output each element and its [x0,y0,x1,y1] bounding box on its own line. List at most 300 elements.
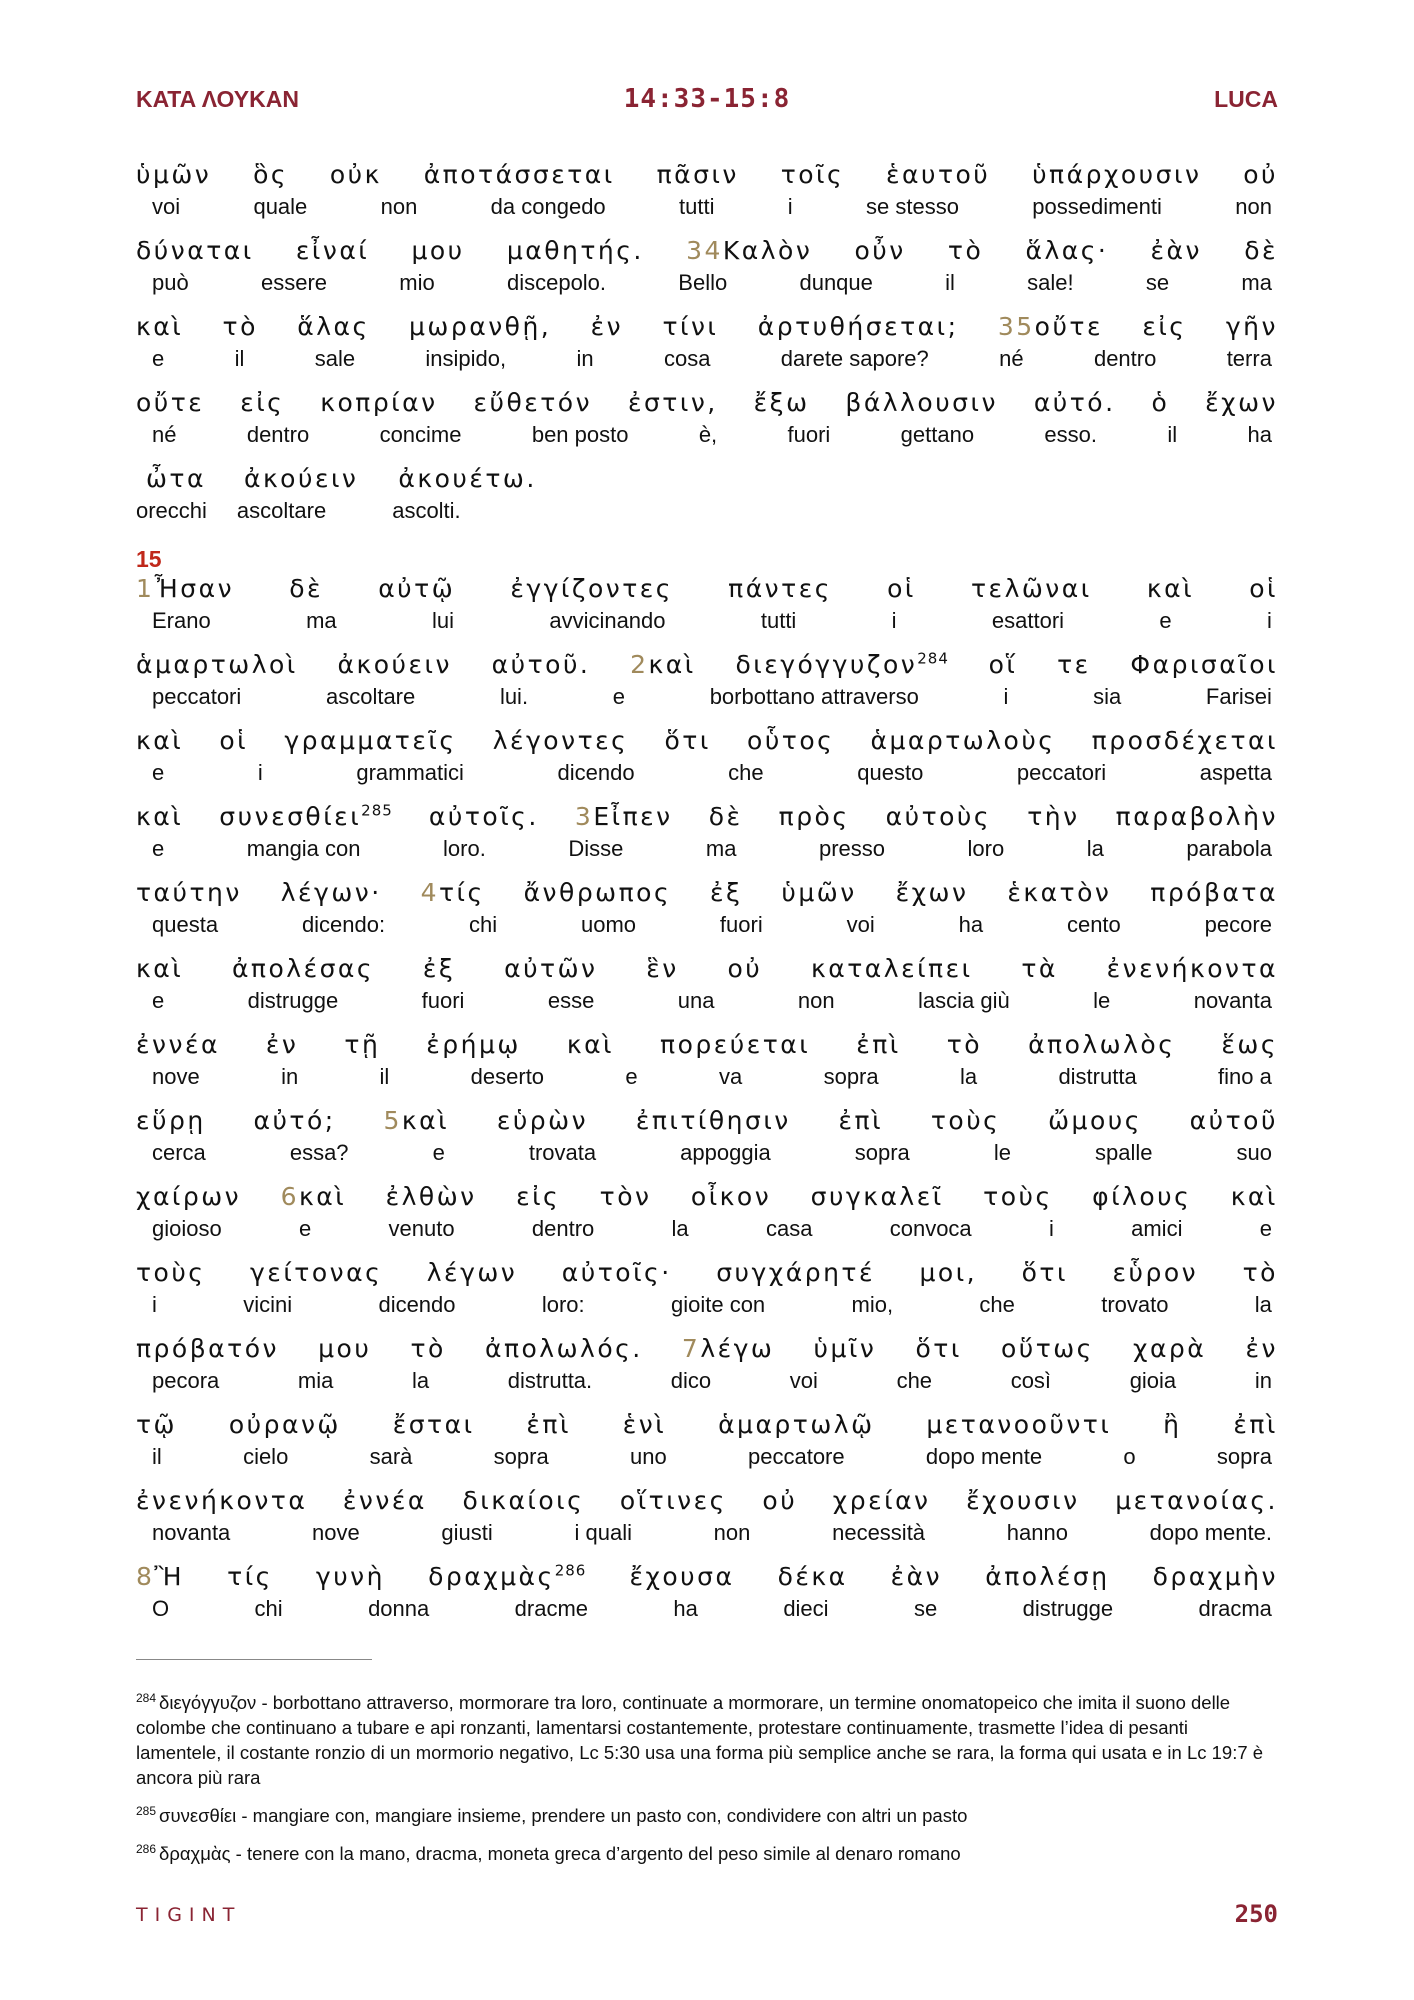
footnote-number: 284 [136,1690,157,1705]
italian-gloss: ha [958,912,984,937]
greek-token: προσδέχεται [1091,726,1278,755]
italian-gloss: così [1010,1368,1052,1393]
greek-word [623,1410,666,1444]
greek-token: λέγοντες [492,726,629,755]
interlinear-line [136,464,1278,540]
greek-token: αὐτοῖς. [428,802,539,831]
italian-gloss: se [1145,270,1170,295]
greek-row [136,1106,1278,1140]
interlinear-line [136,726,1278,802]
italian-gloss: uno [630,1444,667,1469]
greek-word [1243,1258,1278,1292]
greek-token: ἐνενήκοντα [1106,954,1278,983]
footnotes [136,1690,1278,1879]
greek-word [427,1258,518,1292]
greek-word [931,1106,1001,1140]
greek-token: τοῖς [780,160,845,189]
greek-token: Ἦσαν [154,574,235,603]
greek-word [136,954,183,988]
greek-token: δὲ [289,574,324,603]
greek-token: ἐλθὼν [385,1182,477,1211]
italian-gloss: concime [379,422,462,447]
italian-gloss: o [1123,1444,1136,1469]
footnote-number: 285 [136,1803,157,1818]
greek-word [629,1562,734,1596]
italian-gloss: pecora [152,1368,220,1393]
greek-token: οἱ [219,726,249,755]
footnote [136,1690,1278,1790]
italian-gloss: in [281,1064,299,1089]
greek-word [504,954,597,988]
greek-word [657,160,739,194]
greek-word [1025,236,1108,270]
greek-token: χαρὰ [1133,1334,1207,1363]
italian-row [136,1596,1278,1624]
italian-gloss: darete sapore? [780,346,929,371]
greek-token: τίς [227,1562,273,1591]
greek-token: οὔτε [136,388,205,417]
chapter-number: 15 [136,546,162,572]
greek-word [1244,236,1278,270]
greek-word [410,1334,445,1368]
interlinear-line [136,878,1278,954]
greek-token: καὶ [136,726,184,755]
italian-gloss: orecchi [136,498,207,523]
greek-word [297,312,369,346]
greek-token: διεγόγγυζον [735,650,918,679]
greek-token: ἔσται [392,1410,475,1439]
italian-gloss: essa? [289,1140,349,1165]
greek-word [1022,1258,1068,1292]
italian-row [136,1140,1278,1168]
greek-word [886,160,990,194]
greek-token: αὐτοῦ [1189,1106,1278,1135]
italian-row [136,760,1278,788]
greek-word [1116,802,1278,836]
greek-token: τὸ [410,1334,446,1363]
italian-gloss: non [797,988,835,1013]
greek-word [462,1486,584,1520]
greek-word [1205,388,1278,422]
greek-word [600,1182,652,1216]
italian-gloss: giusti [441,1520,493,1545]
greek-word [424,160,615,194]
italian-gloss: dico [670,1368,712,1393]
italian-gloss: lui. [499,684,529,709]
interlinear-line [136,1258,1278,1334]
italian-gloss: è, [698,422,718,447]
interlinear-line [136,650,1278,726]
greek-token: μωρανθῇ, [409,312,552,341]
greek-word [567,1030,614,1064]
greek-word [136,1410,177,1444]
greek-word [1233,1410,1278,1444]
greek-word [423,954,455,988]
greek-token: συνεσθίει [219,802,362,831]
greek-token: ἐπὶ [526,1410,571,1439]
greek-token: εἰς [240,388,285,417]
greek-word [1226,312,1278,346]
greek-token: ὃς [253,160,289,189]
greek-token: χρείαν [832,1486,931,1515]
interlinear-line [136,802,1278,878]
page-header [136,84,1278,124]
greek-token: λέγω [700,1334,775,1363]
greek-word [378,574,455,608]
greek-token: ἐπὶ [856,1030,901,1059]
interlinear-line [136,1106,1278,1182]
greek-word [136,1562,184,1596]
greek-token: ὤμους [1048,1106,1142,1135]
greek-token: καὶ [401,1106,450,1135]
greek-word [728,954,763,988]
greek-token: δραχμὴν [1152,1562,1278,1591]
interlinear-line [136,1030,1278,1106]
greek-token: τοὺς [136,1258,206,1287]
greek-token: τῇ [344,1030,381,1059]
italian-gloss: ascoltare [325,684,416,709]
greek-word [856,1030,901,1064]
italian-gloss: avvicinando [549,608,666,633]
italian-gloss: donna [368,1596,430,1621]
greek-word [1249,574,1278,608]
greek-token: τὴν [1027,802,1080,831]
greek-token: οἶκον [690,1182,772,1211]
italian-gloss: i [787,194,793,219]
italian-gloss: voi [152,194,181,219]
italian-gloss: dieci [783,1596,829,1621]
greek-token: μοι, [919,1258,978,1287]
verse-number: 35 [997,312,1035,341]
italian-gloss: va [718,1064,743,1089]
greek-word [386,1182,477,1216]
italian-gloss: sopra [493,1444,549,1469]
greek-row [136,1334,1278,1368]
greek-word [136,802,183,836]
greek-token: κοπρίαν [320,388,438,417]
greek-token: ἔχουσα [629,1562,735,1591]
greek-word [289,574,323,608]
greek-token: εἶναί [295,236,370,265]
greek-word [920,1258,978,1292]
greek-token: μετανοοῦντι [926,1410,1112,1439]
greek-token: ἀκουέτω. [398,464,537,493]
greek-word [575,802,673,836]
greek-token: ἐξ [710,878,743,907]
italian-row [136,988,1278,1016]
greek-token: ἢ [1163,1410,1182,1439]
greek-token: εὗρον [1112,1258,1199,1287]
italian-gloss: dracme [514,1596,589,1621]
greek-token: Φαρισαῖοι [1130,650,1278,679]
italian-gloss: in [1254,1368,1272,1393]
greek-token: ἀρτυθήσεται; [757,312,959,341]
greek-word [728,574,832,608]
greek-token: ἄνθρωπος [523,878,672,907]
greek-word [473,388,592,422]
italian-gloss: dicendo: [301,912,386,937]
greek-token: δὲ [708,802,743,831]
italian-gloss: ascolti. [392,498,461,523]
greek-word [709,802,743,836]
italian-gloss: Disse [568,836,624,861]
greek-word [1150,878,1278,912]
greek-token: ἐὰν [1150,236,1202,265]
greek-word [636,1106,791,1140]
greek-token: ὑπάρχουσιν [1032,160,1202,189]
italian-gloss: nove [152,1064,200,1089]
greek-word [1245,1334,1277,1368]
footnote-divider [136,1659,372,1660]
greek-token: ἔχων [895,878,969,907]
italian-gloss: gioia [1129,1368,1177,1393]
greek-word [485,1334,643,1368]
greek-word [855,236,906,270]
italian-gloss: amici [1131,1216,1183,1241]
greek-word [318,1334,371,1368]
italian-gloss: hanno [1006,1520,1068,1545]
greek-token: ἔξω [753,388,810,417]
italian-gloss: dunque [799,270,873,295]
italian-gloss: i [891,608,897,633]
greek-word [136,236,254,270]
italian-gloss: una [677,988,715,1013]
greek-word [136,878,242,912]
greek-row [136,574,1278,608]
italian-gloss: fuori [719,912,763,937]
italian-gloss: i [152,1292,157,1317]
greek-word [620,1486,727,1520]
italian-gloss: loro. [443,836,486,861]
italian-gloss: e [625,1064,638,1089]
greek-token: εἰς [516,1182,561,1211]
italian-row [136,684,1278,712]
greek-token: ὅτι [1021,1258,1068,1287]
italian-gloss: chi [469,912,498,937]
greek-word [136,160,211,194]
greek-word [1092,726,1278,760]
italian-gloss: appoggia [680,1140,771,1165]
interlinear-text [136,160,1278,1638]
greek-token: φίλους [1092,1182,1192,1211]
italian-gloss: quale [253,194,308,219]
greek-word [393,1410,475,1444]
greek-word [136,1030,220,1064]
greek-word [758,312,959,346]
greek-token: ἐν [265,1030,299,1059]
footnote [136,1841,1278,1866]
greek-row [136,1182,1278,1216]
greek-token: ὑμῶν [136,160,212,189]
greek-token: τὸ [947,236,984,265]
greek-token: τὸν [599,1182,652,1211]
greek-token: γῆν [1225,312,1278,341]
greek-word [507,236,644,270]
italian-gloss: né [999,346,1024,371]
greek-word [266,1030,298,1064]
italian-gloss: fino a [1218,1064,1272,1089]
greek-token: αὐτοὺς [885,802,992,831]
greek-token: ταύτην [136,878,242,907]
greek-token: τοὺς [983,1182,1053,1211]
greek-word [244,464,358,498]
italian-gloss: i [1003,684,1009,709]
italian-gloss: se [913,1596,938,1621]
interlinear-line [136,312,1278,388]
greek-token: γραμματεῖς [284,726,457,755]
italian-gloss: questo [857,760,924,785]
italian-gloss: Erano [152,608,211,633]
greek-row [136,1258,1278,1292]
greek-token: αὐτό; [253,1106,336,1135]
italian-gloss: distrutta. [507,1368,593,1393]
greek-word [426,1030,521,1064]
greek-token: πορεύεται [660,1030,811,1059]
italian-gloss: sopra [854,1140,910,1165]
greek-token: ἀπολωλός. [484,1334,643,1363]
italian-gloss: Bello [678,270,728,295]
interlinear-line [136,236,1278,312]
italian-gloss: i [257,760,263,785]
italian-gloss: e [152,836,165,861]
greek-token: πάντες [728,574,832,603]
verse-number: 34 [686,236,723,265]
italian-gloss: i quali [574,1520,632,1545]
greek-token: γείτονας [250,1258,383,1287]
italian-gloss: sopra [823,1064,879,1089]
greek-token: τῷ [136,1410,177,1439]
italian-gloss: e [152,988,165,1013]
interlinear-line [136,388,1278,464]
italian-gloss: che [979,1292,1015,1317]
greek-row [136,236,1278,270]
italian-gloss: trovata [528,1140,597,1165]
greek-word [710,878,742,912]
greek-token: δραχμὰς [428,1562,555,1591]
greek-word [947,1030,982,1064]
greek-word [779,802,850,836]
greek-word [136,1106,206,1140]
greek-word [926,1410,1111,1444]
page-footer [136,1900,1278,1934]
italian-gloss: mio, [851,1292,894,1317]
greek-word [1190,1106,1278,1140]
italian-gloss: cento [1066,912,1121,937]
italian-gloss: peccatore [748,1444,845,1469]
italian-gloss: se stesso [866,194,959,219]
verse-number: 2 [630,650,649,679]
greek-row [136,1030,1278,1064]
italian-gloss: ma [1241,270,1272,295]
greek-word [316,1562,385,1596]
italian-gloss: il [1167,422,1178,447]
italian-gloss: il [152,1444,162,1469]
italian-gloss: può [152,270,189,295]
greek-word [223,312,258,346]
italian-row [136,1216,1278,1244]
greek-token: αὐτό. [1033,388,1116,417]
italian-gloss: che [896,1368,933,1393]
italian-gloss: loro [967,836,1005,861]
italian-gloss: il [945,270,955,295]
greek-token: καὶ [648,650,696,679]
italian-gloss: aspetta [1199,760,1272,785]
italian-gloss: i [1048,1216,1054,1241]
greek-token: ἑκατὸν [1007,878,1112,907]
italian-gloss: e [152,760,165,785]
greek-word [762,1486,797,1520]
greek-token: ἀκούειν [243,464,359,493]
greek-token: αὐτῷ [378,574,456,603]
italian-gloss: mia [297,1368,334,1393]
greek-token: εἰς [1142,312,1187,341]
italian-gloss: discepolo. [506,270,607,295]
greek-word [219,802,393,836]
greek-token: δύναται [136,236,254,265]
greek-token: οὖν [854,236,906,265]
italian-gloss: il [379,1064,390,1089]
greek-token: ἁμαρτωλοὺς [870,726,1056,755]
italian-gloss: mio [399,270,435,295]
italian-gloss: lui [431,608,454,633]
greek-word [344,1030,380,1064]
greek-token: ἁμαρτωλοὶ [136,650,298,679]
footnote-text: συνεσθίει - mangiare con, mangiare insieme, prendere un pasto con, condividere con altri un pasto [159,1805,968,1826]
greek-token: ἐνενήκοντα [136,1486,308,1515]
italian-gloss: ha [1247,422,1272,447]
greek-word [1153,1562,1278,1596]
greek-token: ἐννέα [136,1030,220,1059]
greek-word [891,1562,942,1596]
greek-token: ἐπὶ [838,1106,884,1135]
greek-token: ἑνὶ [622,1410,667,1439]
greek-row [136,954,1278,988]
greek-token: καὶ [1146,574,1195,603]
greek-word [250,1258,382,1292]
italian-gloss: peccatori [1016,760,1107,785]
greek-token: τὸ [1242,1258,1278,1287]
greek-word [691,1182,771,1216]
greek-token: ἐγγίζοντες [510,574,673,603]
greek-word [781,878,856,912]
greek-token: τὸ [222,312,258,341]
italian-gloss: questa [152,912,219,937]
italian-gloss: voi [789,1368,818,1393]
italian-gloss: da congedo [490,194,606,219]
greek-token: συγκαλεῖ [810,1182,944,1211]
footnote [136,1803,1278,1828]
greek-word [686,236,812,270]
greek-token: βάλλουσιν [845,388,998,417]
greek-word [871,726,1056,760]
greek-token: καὶ [136,802,184,831]
greek-word [814,1334,877,1368]
greek-word [281,1182,347,1216]
italian-gloss: dopo mente. [1149,1520,1272,1545]
footnote-ref: 284 [917,649,949,668]
greek-word [718,1410,874,1444]
greek-token: ἐξ [422,954,456,983]
greek-token: τὸ [946,1030,983,1059]
greek-word [1034,388,1116,422]
italian-gloss: ma [306,608,337,633]
italian-gloss: dicendo [378,1292,456,1317]
greek-word [735,650,948,684]
italian-gloss: la [1086,836,1104,861]
greek-word [1133,1334,1206,1368]
greek-row [136,464,1278,498]
greek-word [1130,650,1278,684]
